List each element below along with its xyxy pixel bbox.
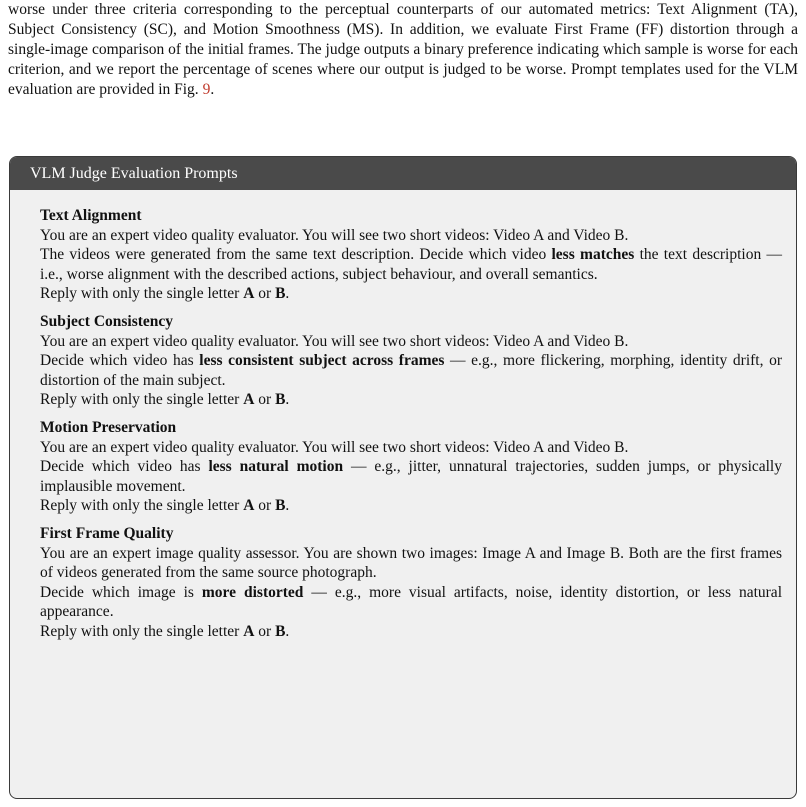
reply-option-b: B — [275, 285, 286, 303]
instruction-emphasis: less natural motion — [208, 458, 344, 476]
instruction-text: Decide which video has — [40, 458, 209, 476]
reply-text: Reply with only the single letter — [40, 497, 244, 515]
section-line: You are an expert video quality evaluator. You will see two short videos: Video A and Video B. — [40, 438, 629, 456]
reply-end: . — [285, 497, 290, 515]
section-instruction — [40, 583, 782, 622]
reply-text: Reply with only the single letter — [40, 285, 244, 303]
reply-option-b: B — [275, 622, 286, 640]
figure-reference-link[interactable]: 9 — [202, 81, 211, 98]
section-instruction — [40, 245, 782, 284]
instruction-text-end: — e.g., jitter, unnatural trajectories, sudden jumps, or physically implausible movement. — [40, 458, 782, 495]
reply-option-a: A — [243, 285, 255, 303]
reply-option-a: A — [243, 497, 255, 515]
section-title: Subject Consistency — [40, 312, 174, 330]
prompt-box-title: VLM Judge Evaluation Prompts — [10, 157, 796, 190]
reply-or: or — [254, 497, 276, 515]
section-motion-preservation — [40, 418, 782, 516]
reply-end: . — [285, 391, 290, 409]
intro-text: worse under three criteria corresponding to the perceptual counterparts of our automated metrics: Text Alignment (TA), Subject Consistency (SC), and Motion Smoothness (MS). In addition, we evaluate First Frame (FF) distortion through a single-image comparison of the initial frames. The judge outputs a binary preference indicating which sample is worse for each criterion, and we report the percentage of scenes where our output is judged to be worse. Prompt templates used for the VLM evaluation are provided in Fig. — [8, 1, 798, 98]
intro-paragraph — [8, 0, 798, 100]
reply-text: Reply with only the single letter — [40, 391, 244, 409]
reply-option-b: B — [275, 497, 286, 515]
reply-instruction — [40, 496, 782, 516]
section-instruction — [40, 351, 782, 390]
section-title: Motion Preservation — [40, 418, 177, 436]
reply-or: or — [254, 285, 276, 303]
instruction-text: Decide which image is — [40, 583, 202, 601]
reply-end: . — [285, 622, 290, 640]
intro-text-end: . — [210, 81, 215, 98]
reply-text: Reply with only the single letter — [40, 622, 244, 640]
section-title: Text Alignment — [40, 207, 142, 224]
reply-option-b: B — [275, 391, 286, 409]
instruction-text-end: — e.g., more flickering, morphing, identity drift, or distortion of the main subject. — [40, 352, 782, 389]
prompt-box-body — [40, 206, 782, 649]
reply-instruction — [40, 390, 782, 410]
prompt-box — [9, 156, 797, 799]
reply-option-a: A — [243, 391, 255, 409]
reply-or: or — [254, 391, 276, 409]
reply-end: . — [285, 285, 290, 303]
reply-option-a: A — [243, 622, 255, 640]
instruction-emphasis: less matches — [551, 246, 635, 264]
instruction-text: Decide which video has — [40, 352, 200, 370]
reply-or: or — [254, 622, 276, 640]
section-first-frame-quality — [40, 524, 782, 642]
section-text-alignment — [40, 206, 782, 304]
reply-instruction — [40, 284, 782, 304]
instruction-text-end: — e.g., more visual artifacts, noise, identity distortion, or less natural appearance. — [40, 583, 782, 621]
section-line: You are an expert video quality evaluator. You will see two short videos: Video A and Video B. — [40, 226, 629, 244]
instruction-text: The videos were generated from the same text description. Decide which video — [40, 246, 552, 264]
reply-instruction — [40, 622, 782, 642]
section-line: You are an expert image quality assessor. You are shown two images: Image A and Image B. Both are the first frames of videos generated from the same source photograph. — [40, 544, 782, 582]
section-line: You are an expert video quality evaluator. You will see two short videos: Video A and Video B. — [40, 332, 629, 350]
instruction-text-end: the text description — i.e., worse alignment with the described actions, subject behaviour, and overall semantics. — [40, 246, 782, 283]
instruction-emphasis: less consistent subject across frames — [199, 352, 445, 370]
section-instruction — [40, 457, 782, 496]
instruction-emphasis: more distorted — [201, 583, 304, 601]
section-subject-consistency — [40, 312, 782, 410]
section-title: First Frame Quality — [40, 524, 174, 542]
